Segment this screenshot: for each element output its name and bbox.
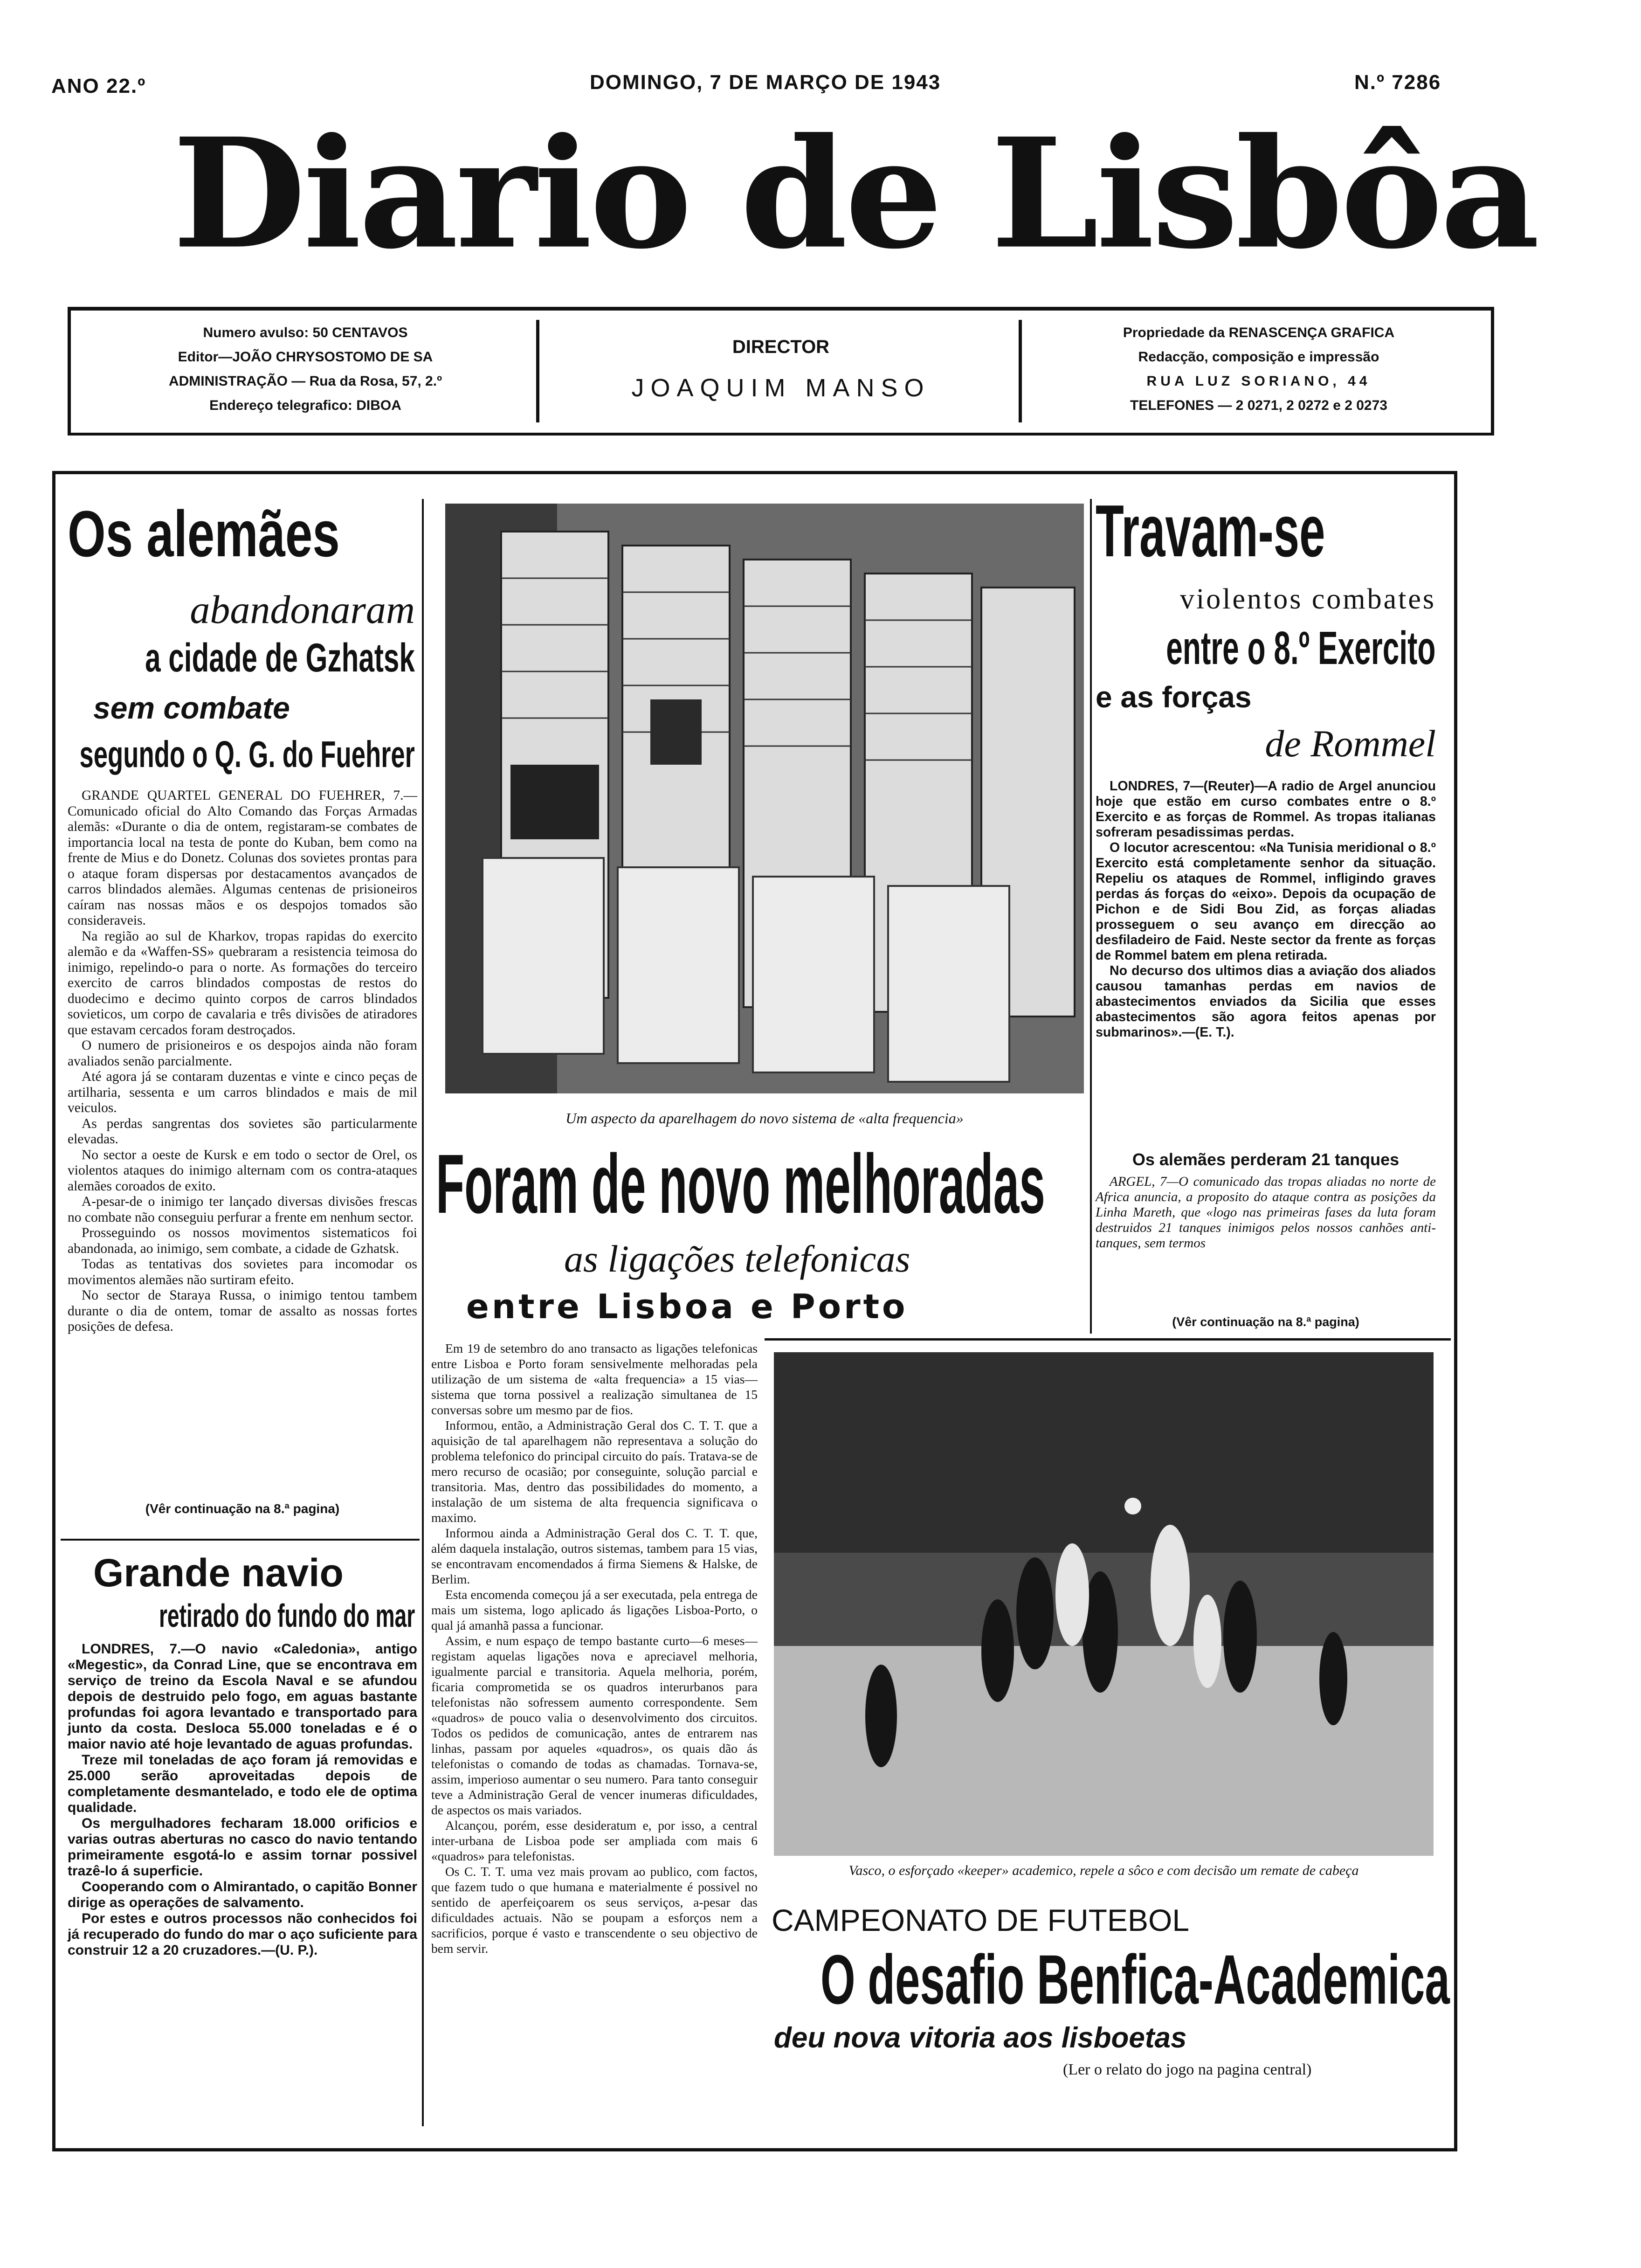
paragraph: Esta encomenda começou já a ser executada, pela entrega de mais um sistema, logo aplicado ás ligações Lisboa-Porto, o qual já amanhã passa a funcionar. — [431, 1587, 758, 1632]
paragraph: LONDRES, 7—(Reuter)—A radio de Argel anunciou hoje que estão em curso combates entre o 8.º Exercito e as forças de Rommel. As tropas italianas sofreram pesadissimas perdas. — [1096, 779, 1436, 840]
headline-line4: e as forças — [1096, 680, 1252, 714]
subheading: Os alemães perderam 21 tanques — [1132, 1150, 1400, 1169]
info-editor: Editor—JOÃO CHRYSOSTOMO DE SA — [178, 349, 433, 365]
section-rule — [765, 1338, 1451, 1341]
article-body — [1096, 779, 1436, 1040]
info-telegraph: Endereço telegrafico: DIBOA — [209, 398, 401, 413]
paragraph: Assim, e num espaço de tempo bastante curto—6 meses—registam aquelas ligações nova e apreciavel melhoria, igualmente parcial e transitoria. Aquela melhoria, porém, ficaria comprometida se os quadros interurbanos para telefonistas não sofressem aumento correspondente. Sem «quadros» de pouco valia o desenvolvimento dos circuitos. Todos os pedidos de comunicação, antes de entrarem nas linhas, passam por aqueles «quadros», os quais dão ás telefonistas o comando de todas as chamadas. Tornava-se, assim, imperioso aumentar o seu numero. Para tanto conseguir teve a Administração Geral de vencer inumeras dificuldades, de aspectos os mais variados. — [431, 1633, 758, 1817]
info-owner: Propriedade da RENASCENÇA GRAFICA — [1123, 325, 1395, 340]
paragraph: Treze mil toneladas de aço foram já removidas e 25.000 serão aproveitadas depois de completamente desmantelado, e todo ele de optima qualidade. — [68, 1752, 417, 1815]
info-newsroom: Redacção, composição e impressão — [1138, 349, 1379, 365]
paragraph: LONDRES, 7.—O navio «Caledonia», antigo «Megestic», da Conrad Line, que se encontrava em serviço de treino da Escola Naval e se afundou depois de destruido pelo fogo, em aguas bastante profundas foi agora levantado e transportado para junto da costa. Desloca 55.000 toneladas e é o maior navio até hoje levantado de aguas profundas. — [68, 1641, 417, 1752]
column-rule — [422, 499, 424, 2126]
paragraph: Todas as tentativas dos sovietes para incomodar os movimentos alemães não surtiram efeito. — [68, 1257, 417, 1287]
paragraph: Informou ainda a Administração Geral dos C. T. T. que, além daquela instalação, outros sistemas, tambem para 15 vias, se encontravam encomendados á firma Siemens & Halske, de Berlim. — [431, 1526, 758, 1586]
issue-number: N.º 7286 — [1354, 71, 1441, 94]
photo-telephone-equipment — [445, 504, 1084, 1093]
photo-caption: Um aspecto da aparelhagem do novo sistema de «alta frequencia» — [565, 1110, 964, 1127]
director-label: DIRECTOR — [732, 337, 830, 357]
paragraph: ARGEL, 7—O comunicado das tropas aliadas no norte de Africa anuncia, a proposito do ataque contra as posições da Linha Mareth, que «logo nas primeiras fases da luta foram destruidos 21 tanques inimigos pelos nossos canhões anti-tanques, sem termos — [1096, 1174, 1436, 1251]
paragraph: Em 19 de setembro do ano transacto as ligações telefonicas entre Lisboa e Porto foram sensivelmente melhoradas pela utilização de um sistema de «alta frequencia» a 15 vias—sistema que torna possivel a realização simultanea de 15 conversas sobre um mesmo par de fios. — [431, 1341, 758, 1417]
paragraph: Cooperando com o Almirantado, o capitão Bonner dirige as operações de salvamento. — [68, 1879, 417, 1910]
paragraph: No decurso dos ultimos dias a aviação dos aliados causou tamanhas perdas em navios de abastecimentos enviados da Sicilia que esses abastecimentos são agora feitos apenas por submarinos».—(E. T.). — [1096, 963, 1436, 1040]
headline: Os alemães — [68, 497, 340, 570]
headline-line3: entre o 8.º Exercito — [1166, 622, 1436, 674]
headline-line2: abandonaram — [190, 587, 415, 632]
sub-paragraph — [1096, 1174, 1436, 1251]
headline-line3: entre Lisboa e Porto — [466, 1287, 908, 1326]
section-rule — [61, 1539, 420, 1541]
page-reference: (Ler o relato do jogo na pagina central) — [1063, 2061, 1312, 2078]
article-body — [431, 1341, 758, 1956]
info-address: RUA LUZ SORIANO, 44 — [1146, 373, 1371, 389]
paragraph: No sector de Staraya Russa, o inimigo tentou tambem durante o dia de ontem, tomar de assalto as nossas fortes posições de defesa. — [68, 1288, 417, 1334]
info-box — [68, 307, 1494, 436]
photo-football-match — [774, 1352, 1434, 1856]
section-label: CAMPEONATO DE FUTEBOL — [772, 1903, 1190, 1937]
masthead-title: Diario de Lisbôa — [172, 104, 1538, 283]
edition-year: ANO 22.º — [51, 75, 146, 97]
paragraph: Por estes e outros processos não conhecidos foi já recuperado do fundo do mar o aço suficiente para construir 12 a 20 cruzadores.—(U. P.). — [68, 1911, 417, 1958]
info-admin: ADMINISTRAÇÃO — Rua da Rosa, 57, 2.º — [168, 373, 442, 389]
headline-line4: sem combate — [93, 691, 290, 725]
paragraph: Informou, então, a Administração Geral dos C. T. T. que a aquisição de tal aparelhagem não representava a solução do problema telefonico do principal circuito do país. Tratava-se de mero recurso de ocasião; por conseguinte, solução parcial e transitoria. Mas, dentro das possibilidades do momento, a instalação de um sistema de alta frequencia significava o maximo. — [431, 1418, 758, 1525]
paragraph: O locutor acrescentou: «Na Tunisia meridional o 8.º Exercito está completamente senhor da situação. Repeliu os ataques de Rommel, infligindo graves perdas ás forças do «eixo». Depois da ocupação de Pichon e de Sidi Bou Zid, as forças aliadas prosseguem o seu avanço em direcção ao desfiladeiro de Faid. Neste sector da frente as forças de Rommel batem em plena retirada. — [1096, 840, 1436, 963]
headline: O desafio Benfica-Academica — [820, 1940, 1450, 2019]
paragraph: Alcançou, porém, esse desideratum e, por isso, a central inter-urbana de Lisboa pode ser ampliada com mais 6 «quadros» para telefonistas. — [431, 1818, 758, 1863]
info-price: Numero avulso: 50 CENTAVOS — [203, 325, 408, 340]
headline-line2: deu nova vitoria aos lisboetas — [774, 2022, 1187, 2054]
paragraph: Os mergulhadores fecharam 18.000 orificios e varias outras aberturas no casco do navio tentando primeiramente esgotá-lo e assim tornar possivel trazê-lo á superficie. — [68, 1816, 417, 1879]
headline-line5: segundo o Q. G. do Fuehrer — [79, 733, 415, 775]
paragraph: O numero de prisioneiros e os despojos ainda não foram avaliados senão parcialmente. — [68, 1038, 417, 1069]
director-name: JOAQUIM MANSO — [631, 374, 931, 402]
paragraph: No sector a oeste de Kursk e em todo o sector de Orel, os violentos ataques do inimigo alternam com os contra-ataques alemães coroados de exito. — [68, 1147, 417, 1194]
headline: Travam-se — [1096, 490, 1325, 572]
info-phones: TELEFONES — 2 0271, 2 0272 e 2 0273 — [1130, 398, 1387, 413]
photo-caption: Vasco, o esforçado «keeper» academico, repele a sôco e com decisão um remate de cabeça — [848, 1863, 1359, 1878]
headline-line2: violentos combates — [1180, 583, 1436, 615]
headline: Grande navio — [93, 1551, 344, 1595]
paragraph: Prosseguindo os nossos movimentos sistematicos foi abandonada, ao inimigo, sem combate, a cidade de Gzhatsk. — [68, 1225, 417, 1256]
article-body — [68, 1641, 417, 1958]
headline-line2: as ligações telefonicas — [564, 1238, 910, 1280]
article-body — [68, 788, 417, 1335]
continuation-note: (Vêr continuação na 8.ª pagina) — [145, 1501, 340, 1516]
headline-line3: a cidade de Gzhatsk — [145, 636, 415, 680]
info-left — [82, 321, 529, 418]
paragraph: GRANDE QUARTEL GENERAL DO FUEHRER, 7.—Comunicado oficial do Alto Comando das Forças Armadas alemãs: «Durante o dia de ontem, registaram-se combates de importancia local na testa de ponte do Kuban, bem como na frente de Mius e do Donetz. Colunas dos sovietes prontas para o ataque foram dispersas por destacamentos avançados de carros blindados alemães. Algumas centenas de prisioneiros caíram nas nossas mãos e os despojos tomados são consideraveis. — [68, 788, 417, 928]
continuation-note: (Vêr continuação na 8.ª pagina) — [1172, 1315, 1359, 1329]
football-scene-image — [774, 1352, 1434, 1856]
issue-date: DOMINGO, 7 DE MARÇO DE 1943 — [590, 71, 941, 94]
paragraph: As perdas sangrentas dos sovietes são particularmente elevadas. — [68, 1116, 417, 1147]
headline: Foram de novo melhoradas — [436, 1137, 1045, 1231]
paragraph: Até agora já se contaram duzentas e vinte e cinco peças de artilharia, sessenta e um carros blindados e mais de mil veiculos. — [68, 1069, 417, 1115]
paragraph: Os C. T. T. uma vez mais provam ao publico, com factos, que fazem tudo o que humana e materialmente é possivel no sentido de aperfeiçoarem os seus serviços, a-pesar das dificuldades actuais. Não se poupam a esforços nem a sacrificios, porque é vasto e transcendente o seu objectivo de bem servir. — [431, 1864, 758, 1956]
paragraph: Na região ao sul de Kharkov, tropas rapidas do exercito alemão e da «Waffen-SS» quebraram a resistencia teimosa do inimigo, repelindo-o para o norte. As formações do terceiro exercito de carros blindados compostas de restos do duodecimo e decimo quinto corpos de carros blindados sovieticos, um corpo de cavalaria e três divisões de atiradores que estavam cercados foram destroçados. — [68, 928, 417, 1037]
equipment-racks-image — [445, 504, 1084, 1093]
paragraph: A-pesar-de o inimigo ter lançado diversas divisões frescas no combate não conseguiu perfurar a frente em nenhum sector. — [68, 1194, 417, 1225]
headline-line2: retirado do fundo do mar — [159, 1597, 415, 1634]
headline-line5: de Rommel — [1265, 722, 1436, 765]
column-rule — [1090, 499, 1092, 1334]
info-right — [1028, 321, 1489, 418]
